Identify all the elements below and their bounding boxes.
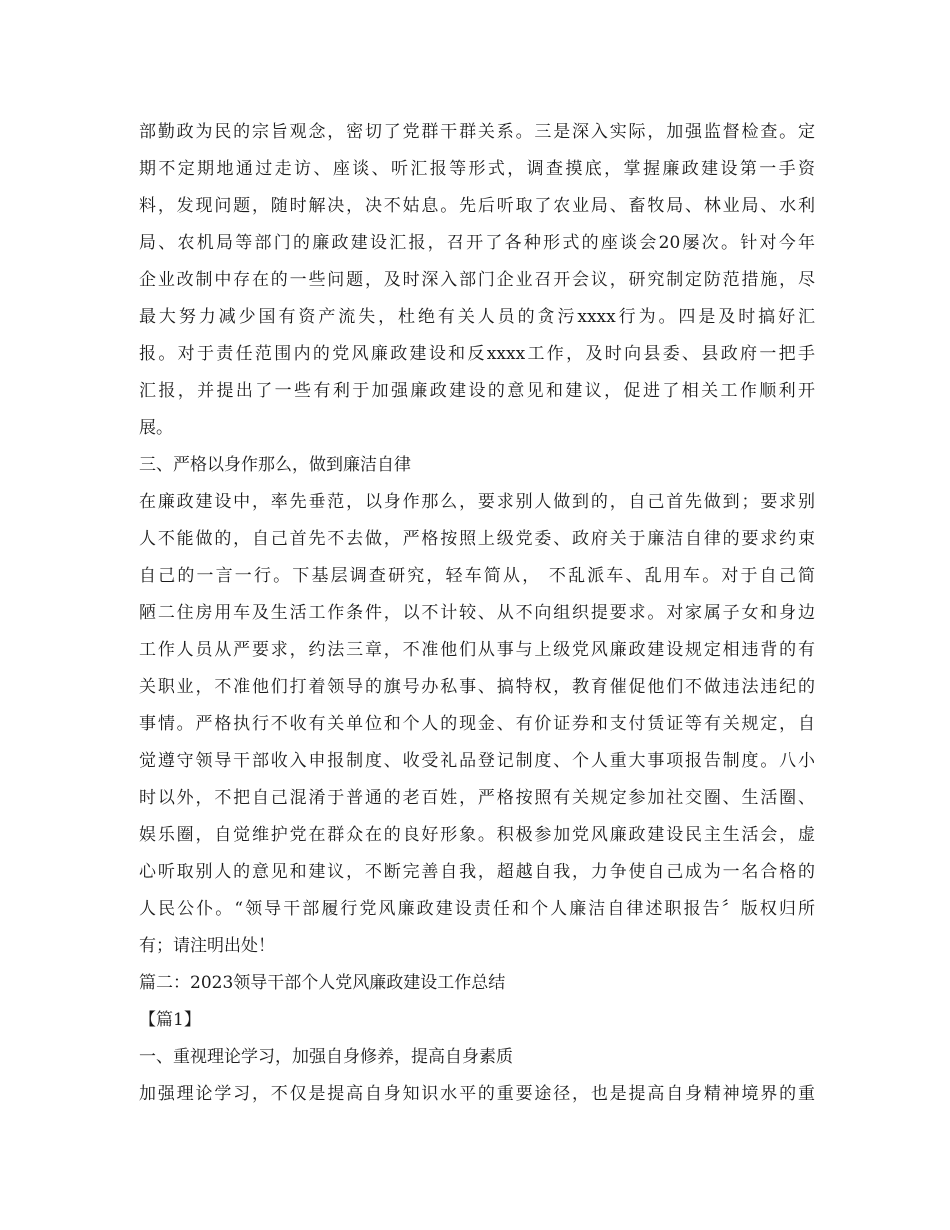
text-line: 汇报，并提出了一些有利于加强廉政建设的意见和建议，促进了相关工作顺利开 bbox=[139, 381, 815, 401]
text-line: 人不能做的，自己首先不去做，严格按照上级党委、政府关于廉洁自律的要求约束 bbox=[139, 529, 815, 549]
text-line: 展。 bbox=[139, 418, 173, 438]
text-line: 时以外，不把自己混淆于普通的老百姓，严格按照有关规定参加社交圈、生活圈、 bbox=[139, 788, 815, 808]
text-line: 一、重视理论学习，加强自身修养，提高自身素质 bbox=[139, 1047, 513, 1067]
text-line: 篇二：2023领导干部个人党风廉政建设工作总结 bbox=[139, 973, 506, 993]
text-line: 事情。严格执行不收有关单位和个人的现金、有价证券和支付赁证等有关规定，自 bbox=[139, 714, 815, 734]
text-line: 【篇1】 bbox=[139, 1010, 201, 1030]
document-body bbox=[139, 114, 815, 1113]
text-line: 有；请注明出处！ bbox=[139, 936, 275, 956]
text-line: 在廉政建设中，率先垂范，以身作那么，要求别人做到的，自己首先做到；要求别 bbox=[139, 492, 815, 512]
text-line: 企业改制中存在的一些问题，及时深入部门企业召开会议，研究制定防范措施，尽 bbox=[139, 270, 815, 290]
text-line: 关职业，不准他们打着领导的旗号办私事、搞特权，教育催促他们不做违法违纪的 bbox=[139, 677, 815, 697]
text-line: 最大努力减少国有资产流失，杜绝有关人员的贪污xxxx行为。四是及时搞好汇 bbox=[139, 307, 815, 327]
text-line: 料，发现问题，随时解决，决不姑息。先后听取了农业局、畜牧局、林业局、水利 bbox=[139, 196, 815, 216]
text-line: 娱乐圈，自觉维护党在群众在的良好形象。积极参加党风廉政建设民主生活会，虚 bbox=[139, 825, 815, 845]
text-line: 加强理论学习，不仅是提高自身知识水平的重要途径，也是提高自身精神境界的重 bbox=[139, 1084, 815, 1104]
text-line: 报。对于责任范围内的党风廉政建设和反xxxx工作，及时向县委、县政府一把手 bbox=[139, 344, 815, 364]
text-line: 陋二住房用车及生活工作条件，以不计较、从不向组织提要求。对家属子女和身边 bbox=[139, 603, 815, 623]
text-line: 人民公仆。“领导干部履行党风廉政建设责任和个人廉洁自律述职报告〞版权归所 bbox=[139, 899, 815, 919]
text-line: 自己的一言一行。下基层调查研究，轻车简从， 不乱派车、乱用车。对于自己简 bbox=[139, 566, 815, 586]
text-line: 心听取别人的意见和建议，不断完善自我，超越自我，力争使自己成为一名合格的 bbox=[139, 862, 815, 882]
text-line: 部勤政为民的宗旨观念，密切了党群干群关系。三是深入实际，加强监督检查。定 bbox=[139, 122, 815, 142]
text-line: 局、农机局等部门的廉政建设汇报，召开了各种形式的座谈会20屡次。针对今年 bbox=[139, 233, 815, 253]
text-line: 三、严格以身作那么，做到廉洁自律 bbox=[139, 455, 411, 475]
text-line: 觉遵守领导干部收入申报制度、收受礼品登记制度、个人重大事项报告制度。八小 bbox=[139, 751, 815, 771]
text-line: 期不定期地通过走访、座谈、听汇报等形式，调查摸底，掌握廉政建设第一手资 bbox=[139, 159, 815, 179]
text-line: 工作人员从严要求，约法三章，不准他们从事与上级党风廉政建设规定相违背的有 bbox=[139, 640, 815, 660]
